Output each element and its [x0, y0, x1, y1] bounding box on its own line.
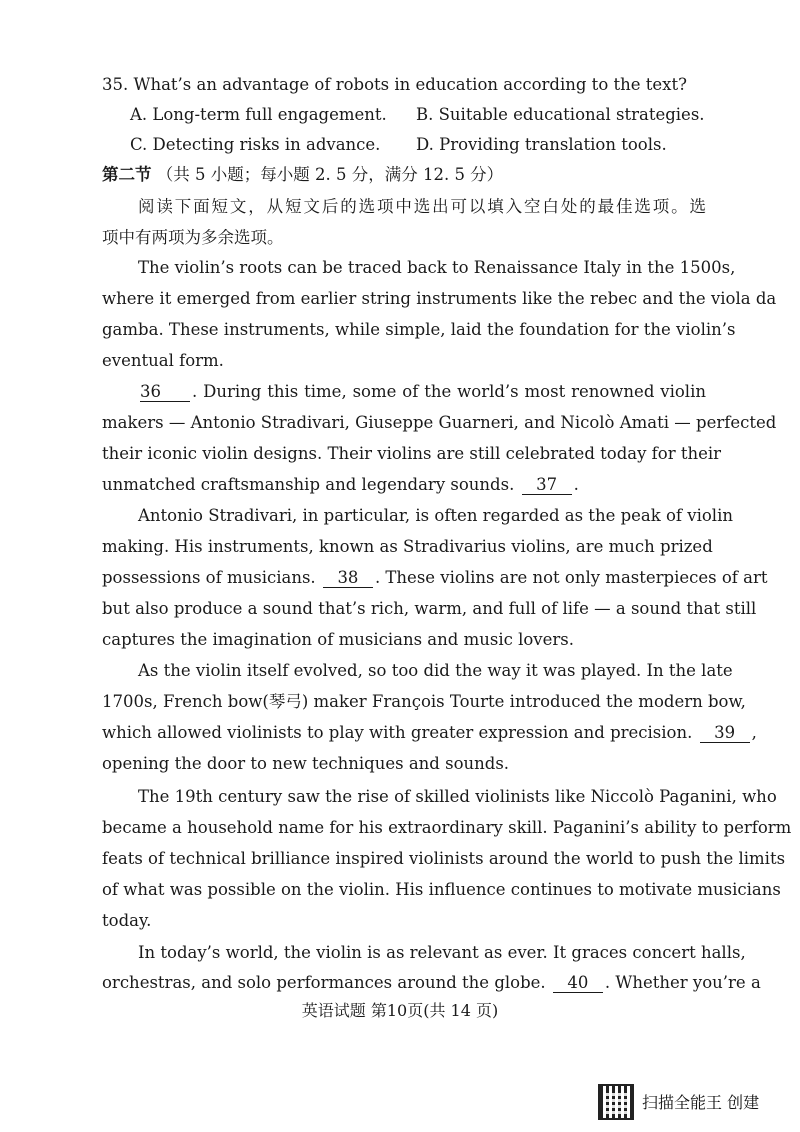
passage-line: The violin’s roots can be traced back to Renaissance Italy in the 1500s, [138, 258, 736, 277]
passage-line: where it emerged from earlier string instruments like the rebec and the viola da [102, 289, 777, 308]
option-c: C. Detecting risks in advance. [130, 135, 381, 154]
passage-line: The 19th century saw the rise of skilled violinists like Niccolò Paganini, who [138, 787, 777, 806]
passage-line: gamba. These instruments, while simple, laid the foundation for the violin’s [102, 320, 736, 339]
passage-line: 1700s, French bow(琴弓) maker François Tourte introduced the modern bow, [102, 692, 746, 711]
option-b: B. Suitable educational strategies. [416, 105, 705, 124]
passage-text: . [573, 475, 579, 494]
passage-line: In today’s world, the violin is as relevant as ever. It graces concert halls, [138, 943, 746, 962]
passage-line: captures the imagination of musicians and music lovers. [102, 630, 574, 649]
page-footer: 英语试题 第10页(共 14 页) [301, 1001, 499, 1020]
passage-line: became a household name for his extraordinary skill. Paganini’s ability to perform [102, 818, 792, 837]
passage-line: feats of technical brilliance inspired violinists around the world to push the limits [102, 849, 786, 868]
passage-line: opening the door to new techniques and sounds. [102, 754, 510, 773]
passage-line [102, 474, 706, 496]
passage-text: orchestras, and solo performances around the globe. [102, 973, 546, 992]
passage-text: , [751, 723, 757, 742]
passage-line [102, 972, 761, 994]
qr-code-icon [598, 1084, 634, 1120]
passage-line: today. [102, 911, 152, 930]
passage-line: of what was possible on the violin. His influence continues to motivate musicians [102, 880, 781, 899]
passage-line: eventual form. [102, 351, 224, 370]
blank-36[interactable]: 36 [140, 383, 190, 402]
section-title: 第二节 [102, 165, 152, 184]
passage-text: unmatched craftsmanship and legendary sounds. [102, 475, 515, 494]
option-d: D. Providing translation tools. [416, 135, 667, 154]
passage-line [102, 567, 768, 589]
passage-line [102, 722, 757, 744]
question-35-stem: 35. What’s an advantage of robots in education according to the text? [102, 75, 687, 94]
passage-line: but also produce a sound that’s rich, warm, and full of life — a sound that still [102, 599, 757, 618]
blank-38[interactable]: 38 [323, 569, 373, 588]
passage-line: makers — Antonio Stradivari, Giuseppe Guarneri, and Nicolò Amati — perfected [102, 413, 777, 432]
section-scoring: （共 5 小题；每小题 2. 5 分，满分 12. 5 分） [156, 165, 504, 184]
option-a: A. Long-term full engagement. [130, 105, 387, 124]
passage-line [138, 381, 706, 403]
passage-text: . Whether you’re a [604, 973, 761, 992]
passage-text: . During this time, some of the world’s most renowned violin [192, 382, 706, 401]
section-heading-line [102, 164, 706, 186]
passage-text: which allowed violinists to play with greater expression and precision. [102, 723, 693, 742]
passage-line: their iconic violin designs. Their violins are still celebrated today for their [102, 444, 722, 463]
passage-text: . These violins are not only masterpieces of art [374, 568, 768, 587]
blank-40[interactable]: 40 [553, 974, 603, 993]
instructions-line-2: 项中有两项为多余选项。 [102, 228, 284, 247]
scanner-watermark: 扫描全能王 创建 [642, 1093, 760, 1112]
instructions-line-1: 阅读下面短文，从短文后的选项中选出可以填入空白处的最佳选项。选 [138, 197, 706, 216]
passage-line: making. His instruments, known as Stradivarius violins, are much prized [102, 537, 713, 556]
passage-text: possessions of musicians. [102, 568, 316, 587]
passage-line: Antonio Stradivari, in particular, is often regarded as the peak of violin [138, 506, 733, 525]
blank-39[interactable]: 39 [700, 724, 750, 743]
blank-37[interactable]: 37 [522, 476, 572, 495]
passage-line: As the violin itself evolved, so too did the way it was played. In the late [138, 661, 733, 680]
